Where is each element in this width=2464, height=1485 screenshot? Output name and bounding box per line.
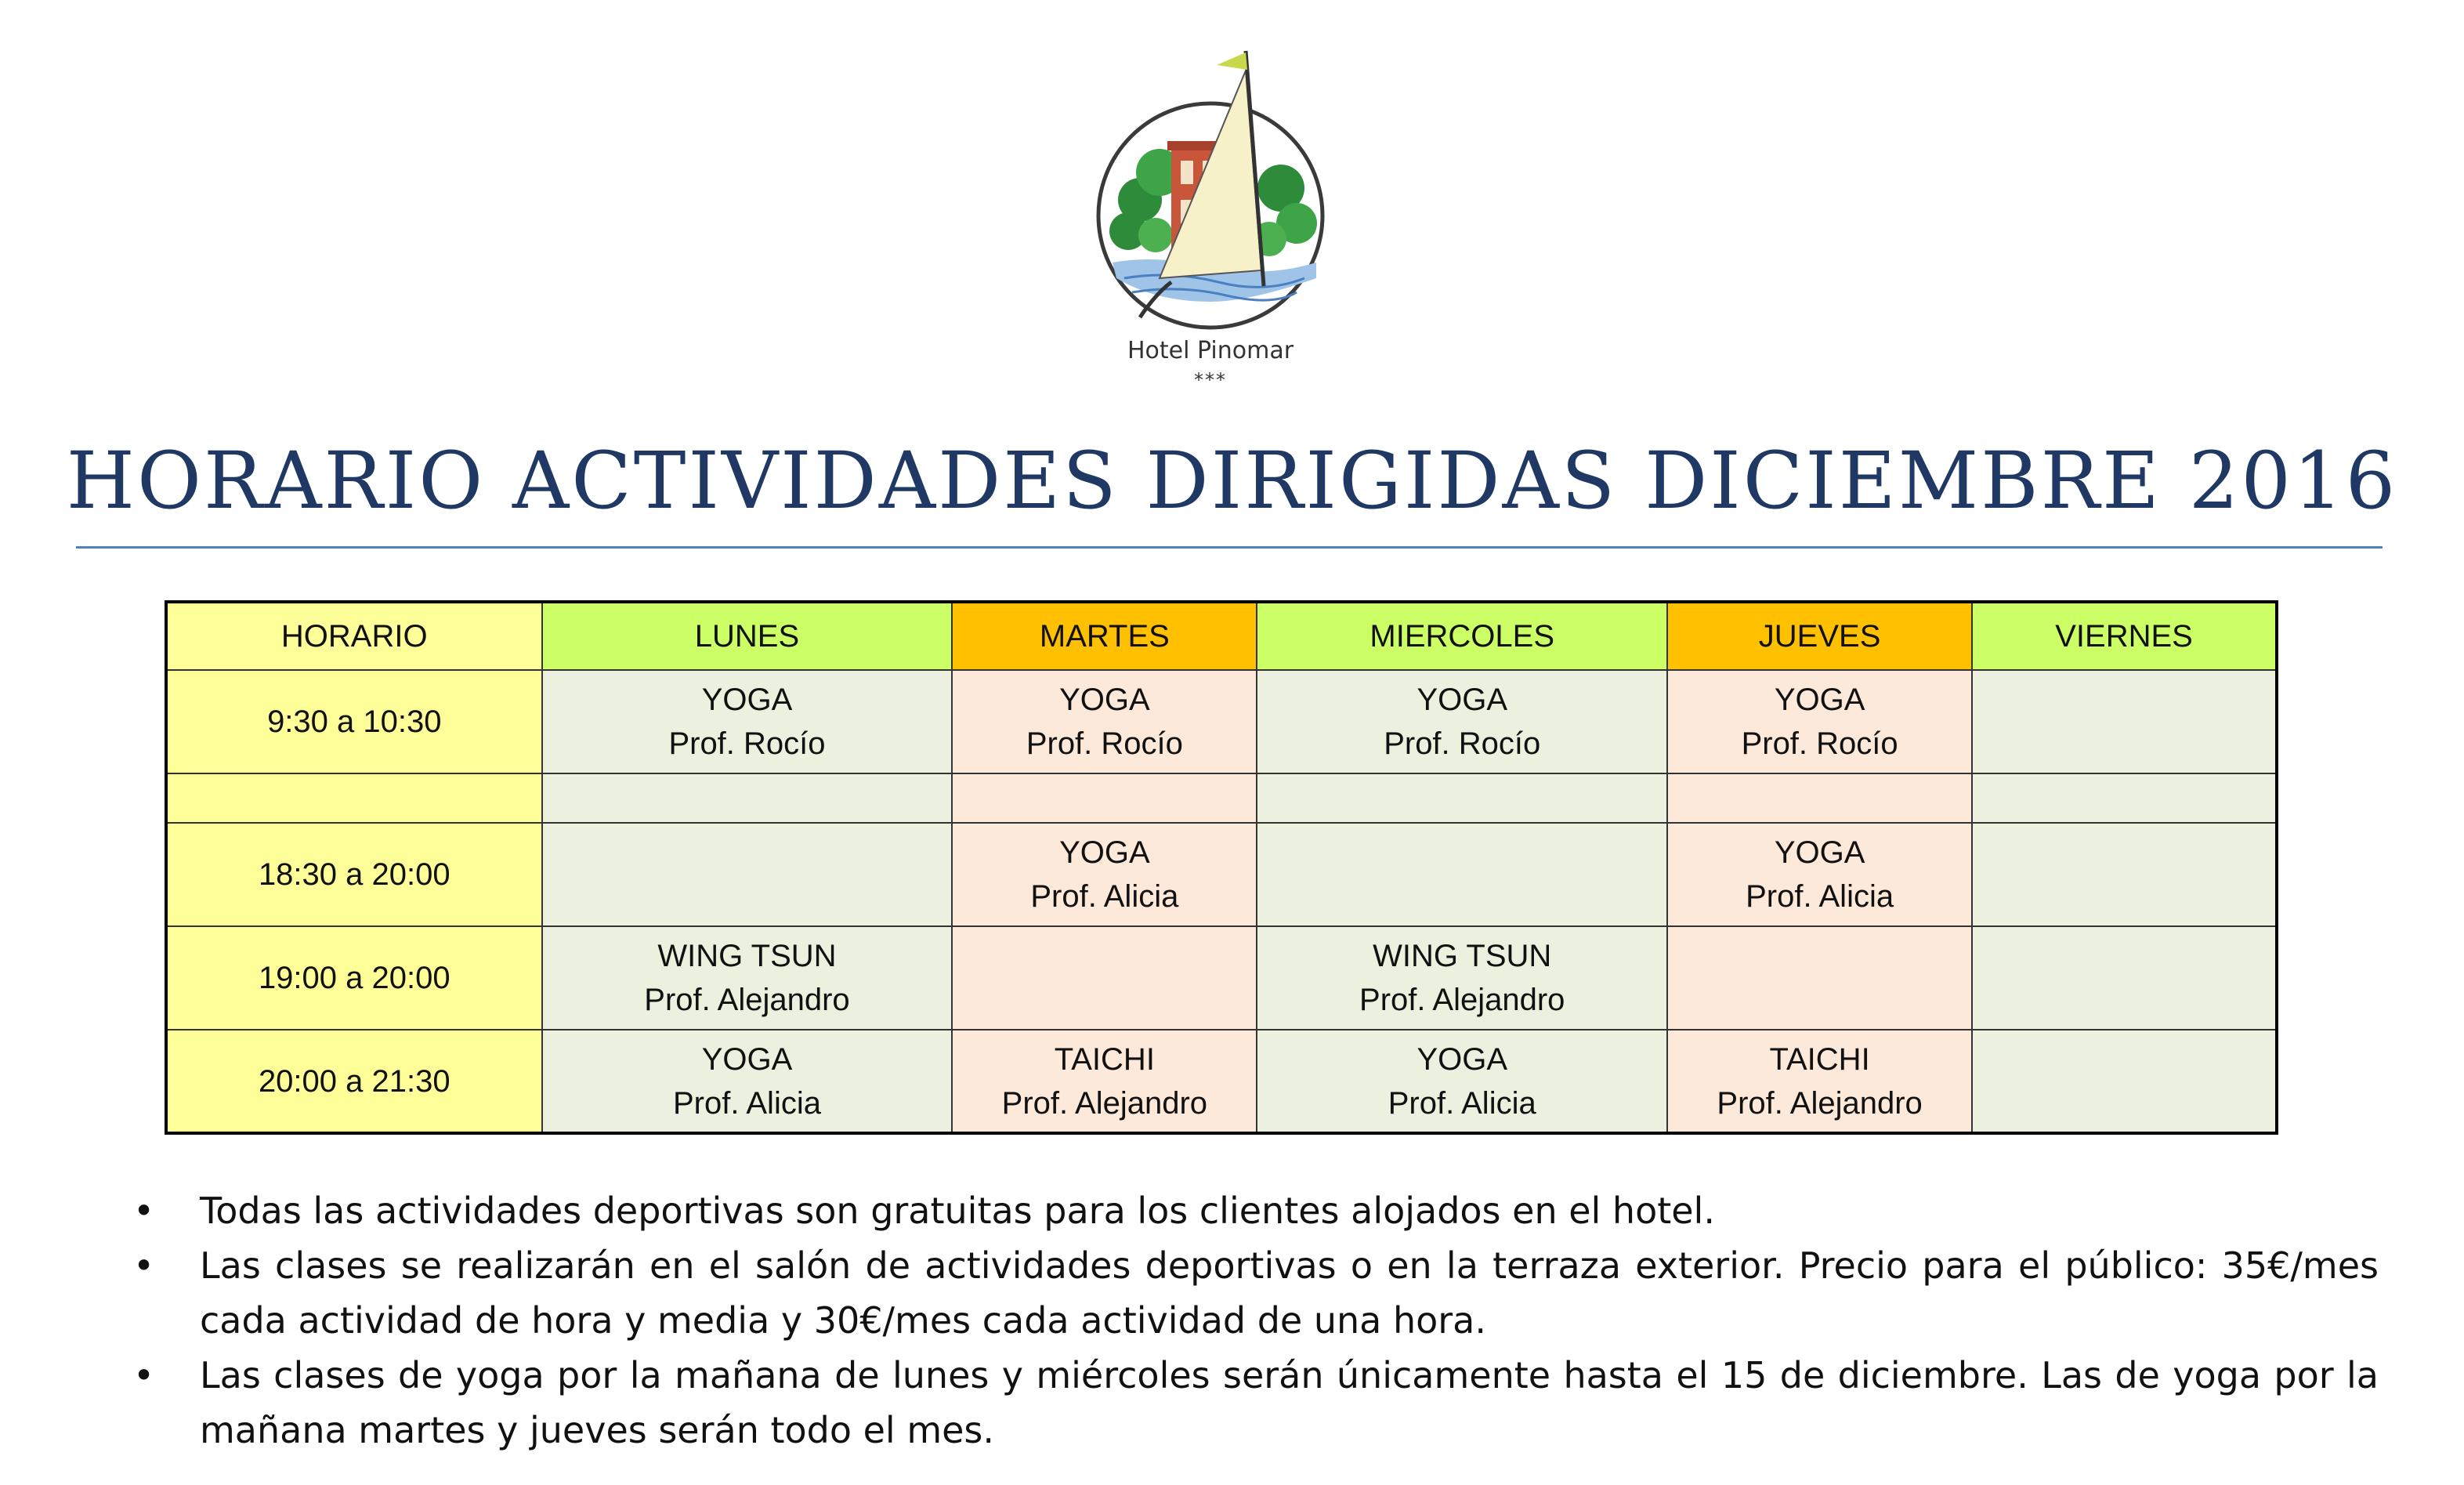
instructor-name: Prof. Rocío xyxy=(668,726,826,762)
schedule-cell xyxy=(952,773,1257,823)
activity-name: YOGA xyxy=(701,683,793,718)
schedule-cell xyxy=(1667,1030,1972,1133)
note-text: Las clases de yoga por la mañana de lunes y miércoles serán únicamente hasta el 15 de diciembre. Las de yoga por la mañana martes y jueves serán todo el mes. xyxy=(200,1354,2379,1451)
bullet-icon: • xyxy=(133,1354,155,1396)
activity-name: YOGA xyxy=(1774,835,1865,871)
schedule-cell xyxy=(1667,926,1972,1030)
note-text: Las clases se realizarán en el salón de actividades deportivas o en la terraza exterior. Precio para el público: 35€/mes cada actividad de hora y media y 30€/mes cada actividad de una hora. xyxy=(200,1244,2379,1342)
list-item xyxy=(133,1183,2379,1238)
table-row xyxy=(166,926,2277,1030)
schedule-cell xyxy=(1972,773,2277,823)
activity-name: TAICHI xyxy=(1769,1041,1870,1077)
instructor-name: Prof. Rocío xyxy=(1384,726,1541,762)
schedule-cell xyxy=(1257,823,1667,926)
header-martes: MARTES xyxy=(952,602,1257,670)
schedule-cell xyxy=(952,670,1257,773)
header-lunes: LUNES xyxy=(542,602,953,670)
time-cell: 18:30 a 20:00 xyxy=(166,823,542,926)
list-item xyxy=(133,1238,2379,1348)
schedule-cell xyxy=(952,823,1257,926)
schedule-cell xyxy=(1972,1030,2277,1133)
instructor-name: Prof. Alejandro xyxy=(1717,1085,1923,1121)
title-divider xyxy=(76,546,2383,549)
schedule-cell xyxy=(542,926,953,1030)
instructor-name: Prof. Alejandro xyxy=(1001,1085,1208,1121)
notes-list xyxy=(133,1183,2379,1458)
table-header-row xyxy=(166,602,2277,670)
schedule-cell xyxy=(542,670,953,773)
time-cell: 20:00 a 21:30 xyxy=(166,1030,542,1133)
instructor-name: Prof. Rocío xyxy=(1026,726,1183,762)
header-viernes: VIERNES xyxy=(1972,602,2277,670)
schedule-cell xyxy=(1257,926,1667,1030)
schedule-cell xyxy=(1972,670,2277,773)
schedule-cell xyxy=(1667,670,1972,773)
schedule-cell xyxy=(1257,670,1667,773)
instructor-name: Prof. Alicia xyxy=(1030,879,1179,915)
time-cell: 9:30 a 10:30 xyxy=(166,670,542,773)
schedule-cell xyxy=(1972,823,2277,926)
bullet-icon: • xyxy=(133,1190,155,1232)
schedule-cell xyxy=(1257,773,1667,823)
schedule-cell xyxy=(1667,773,1972,823)
schedule-cell xyxy=(952,926,1257,1030)
logo-stars: *** xyxy=(1194,369,1227,391)
table-row xyxy=(166,1030,2277,1133)
schedule-cell xyxy=(1667,823,1972,926)
schedule-cell xyxy=(542,773,953,823)
instructor-name: Prof. Alejandro xyxy=(644,983,850,1018)
schedule-cell xyxy=(1972,926,2277,1030)
instructor-name: Prof. Alicia xyxy=(673,1085,821,1121)
instructor-name: Prof. Alicia xyxy=(1746,879,1894,915)
instructor-name: Prof. Rocío xyxy=(1741,726,1898,762)
activity-name: YOGA xyxy=(1417,1041,1508,1077)
activity-name: WING TSUN xyxy=(1373,939,1552,974)
hotel-logo xyxy=(1093,43,1359,404)
schedule-table xyxy=(165,600,2278,1135)
activity-name: WING TSUN xyxy=(657,939,837,974)
header-horario: HORARIO xyxy=(166,602,542,670)
list-item xyxy=(133,1348,2379,1458)
schedule-cell xyxy=(1257,1030,1667,1133)
header-miercoles: MIERCOLES xyxy=(1257,602,1667,670)
activity-name: YOGA xyxy=(1417,683,1508,718)
schedule-cell xyxy=(542,1030,953,1133)
time-cell xyxy=(166,773,542,823)
activity-name: YOGA xyxy=(1059,835,1150,871)
hotel-logo-emblem-icon xyxy=(1093,43,1344,341)
instructor-name: Prof. Alejandro xyxy=(1359,983,1565,1018)
note-text: Todas las actividades deportivas son gratuitas para los clientes alojados en el hotel. xyxy=(200,1190,1715,1232)
schedule-cell xyxy=(542,823,953,926)
logo-hotel-name: Hotel Pinomar xyxy=(1127,337,1294,364)
activity-name: TAICHI xyxy=(1054,1041,1155,1077)
page-title: HORARIO ACTIVIDADES DIRIGIDAS DICIEMBRE 2016 xyxy=(66,435,2398,527)
table-row xyxy=(166,670,2277,773)
instructor-name: Prof. Alicia xyxy=(1388,1085,1536,1121)
activity-name: YOGA xyxy=(701,1041,793,1077)
schedule-cell xyxy=(952,1030,1257,1133)
table-row xyxy=(166,773,2277,823)
table-row xyxy=(166,823,2277,926)
activity-name: YOGA xyxy=(1774,683,1865,718)
activity-name: YOGA xyxy=(1059,683,1150,718)
time-cell: 19:00 a 20:00 xyxy=(166,926,542,1030)
header-jueves: JUEVES xyxy=(1667,602,1972,670)
bullet-icon: • xyxy=(133,1244,155,1287)
